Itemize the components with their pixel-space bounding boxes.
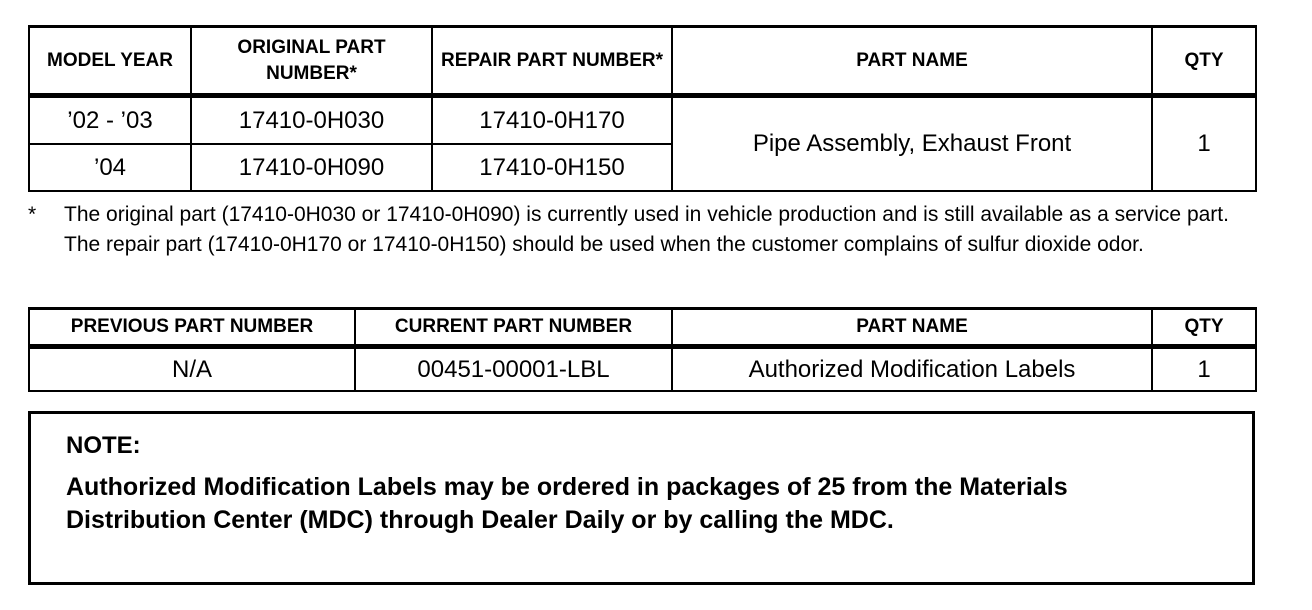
table-row: [29, 96, 1256, 145]
note-title: NOTE:: [66, 432, 141, 459]
header-part-name: PART NAME: [672, 27, 1152, 96]
model-year-cell: ’02 - ’03: [29, 96, 191, 145]
header-part-name: PART NAME: [672, 309, 1152, 347]
current-part-number-cell: 00451-00001-LBL: [355, 347, 672, 392]
qty-cell: 1: [1152, 347, 1256, 392]
footnote: [28, 200, 1268, 260]
part-name-cell: Authorized Modification Labels: [672, 347, 1152, 392]
original-part-number-cell: 17410-0H090: [191, 144, 432, 191]
qty-cell: 1: [1152, 96, 1256, 192]
table-row: [29, 347, 1256, 392]
note-box: [28, 411, 1255, 585]
model-year-cell: ’04: [29, 144, 191, 191]
footnote-marker: *: [28, 203, 37, 226]
original-part-number-cell: 17410-0H030: [191, 96, 432, 145]
header-repair-part-number: REPAIR PART NUMBER*: [432, 27, 672, 96]
parts-table: [28, 25, 1257, 192]
repair-part-number-cell: 17410-0H150: [432, 144, 672, 191]
parts-table-header-row: [29, 27, 1256, 96]
header-previous-part-number: PREVIOUS PART NUMBER: [29, 309, 355, 347]
part-name-cell: Pipe Assembly, Exhaust Front: [672, 96, 1152, 192]
labels-table-header-row: [29, 309, 1256, 347]
repair-part-number-cell: 17410-0H170: [432, 96, 672, 145]
header-qty: QTY: [1152, 27, 1256, 96]
footnote-text: The original part (17410-0H030 or 17410-0H090) is currently used in vehicle production and is still available as a service part. The repair part (17410-0H170 or 17410-0H150) should be used when the customer complains of sulfur dioxide odor.: [64, 203, 1229, 256]
header-model-year: MODEL YEAR: [29, 27, 191, 96]
note-body: Authorized Modification Labels may be ordered in packages of 25 from the Materials Distribution Center (MDC) through Dealer Daily or by calling the MDC.: [66, 473, 1068, 534]
labels-table: [28, 307, 1257, 392]
previous-part-number-cell: N/A: [29, 347, 355, 392]
header-original-part-number: ORIGINAL PART NUMBER*: [191, 27, 432, 96]
header-qty: QTY: [1152, 309, 1256, 347]
header-current-part-number: CURRENT PART NUMBER: [355, 309, 672, 347]
